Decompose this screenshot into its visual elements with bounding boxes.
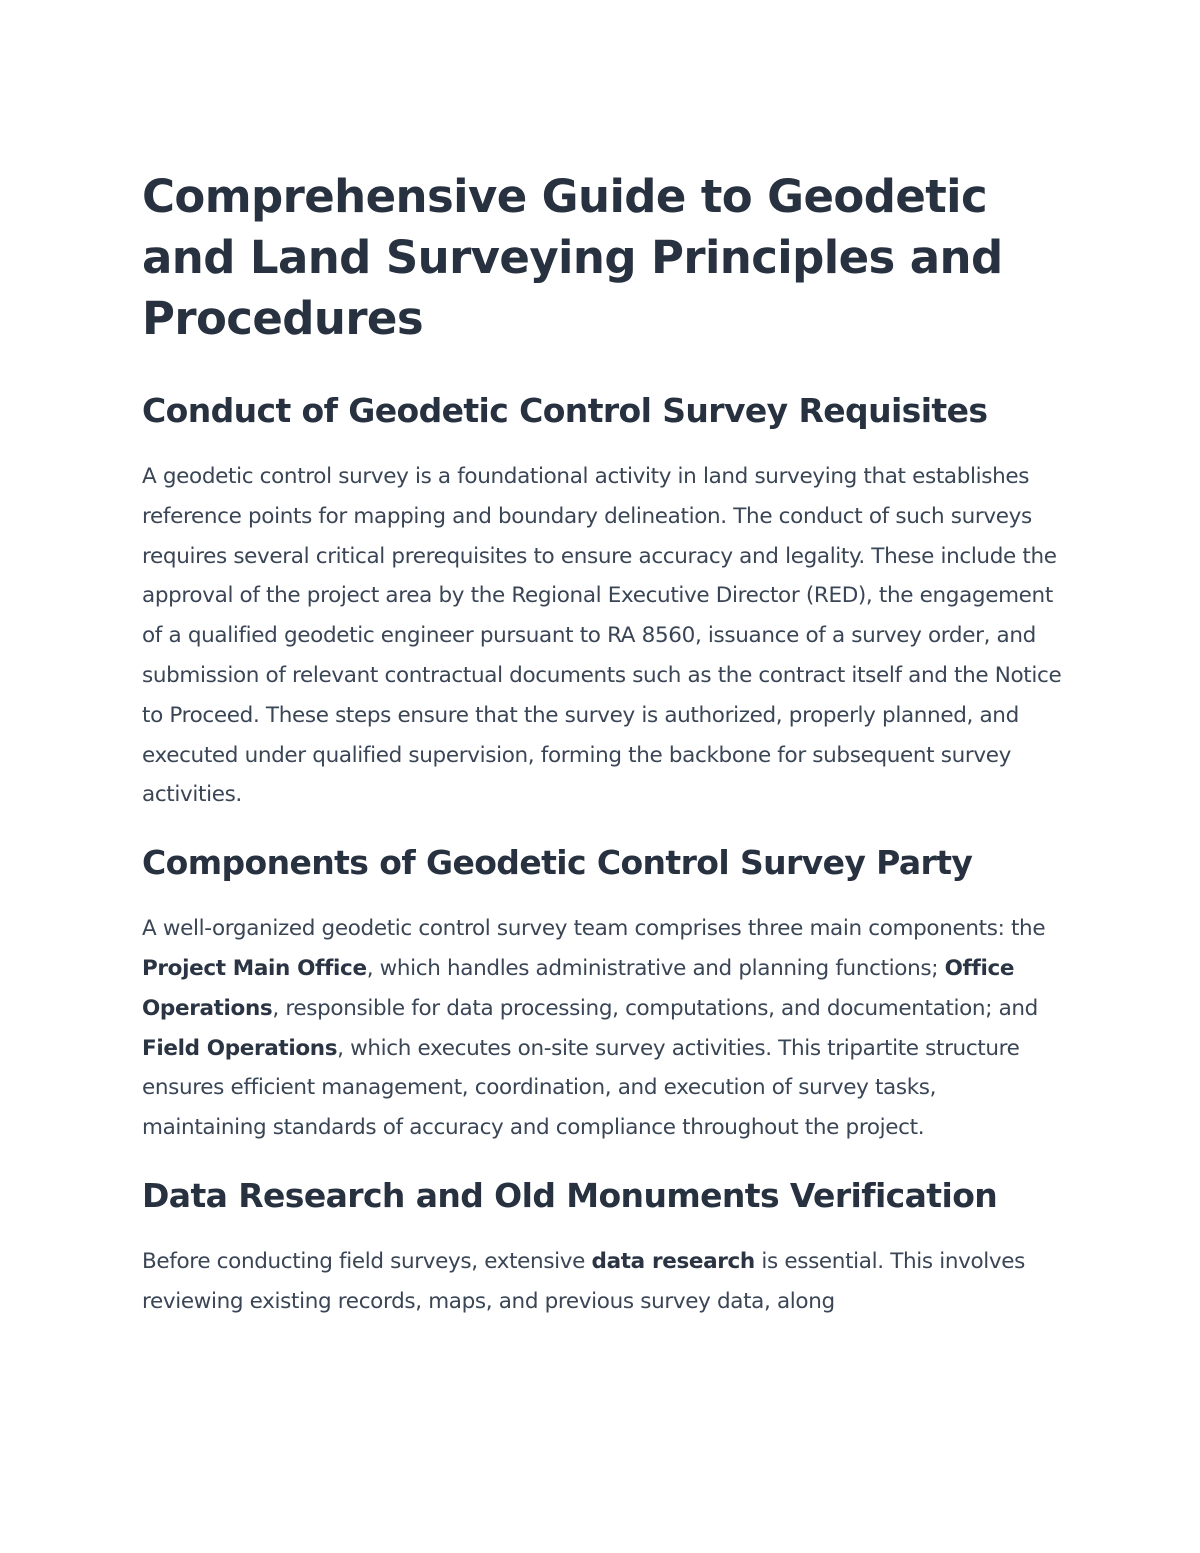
section-data-research [142,1174,1062,1322]
section-heading: Data Research and Old Monuments Verification [142,1175,998,1215]
bold-term-office-operations: Office Operations [142,955,1015,1021]
bold-term-data-research: data research [591,1248,755,1274]
paragraph-text: is essential. This involves reviewing existing records, maps, and previous survey data, along [142,1248,1026,1314]
section-paragraph [142,1242,1062,1322]
section-heading: Components of Geodetic Control Survey Party [142,843,973,883]
document-title: Comprehensive Guide to Geodetic and Land Surveying Principles and Procedures [142,170,1003,345]
section-survey-party-components [142,841,1062,1148]
section-heading: Conduct of Geodetic Control Survey Requisites [142,391,988,430]
paragraph-text: Before conducting field surveys, extensive [142,1248,592,1274]
paragraph-text: , which executes on-site survey activities. This tripartite structure ensures efficient management, coordination, and execution of survey tasks, maintaining standards of accuracy and compliance throughout the project. [142,1035,1020,1141]
paragraph-text: , which handles administrative and planning functions; [366,955,945,981]
section-paragraph [142,909,1062,1148]
bold-term-field-operations: Field Operations [142,1035,338,1061]
paragraph-text: A well-organized geodetic control survey team comprises three main components: the [142,916,1046,942]
paragraph-text: , responsible for data processing, computations, and documentation; and [272,995,1038,1021]
section-paragraph: A geodetic control survey is a foundational activity in land surveying that establishes reference points for mapping and boundary delineation. The conduct of such surveys requires several critical prerequisites to ensure accuracy and legality. These include the approval of the project area by the Regional Executive Director (RED), the engagement of a qualified geodetic engineer pursuant to RA 8560, issuance of a survey order, and submission of relevant contractual documents such as the contract itself and the Notice to Proceed. These steps ensure that the survey is authorized, properly planned, and executed under qualified supervision, forming the backbone for subsequent survey activities. [142,464,1062,808]
section-survey-requisites [142,389,1062,815]
document-page [142,166,1062,1348]
bold-term-project-main-office: Project Main Office [142,955,367,981]
